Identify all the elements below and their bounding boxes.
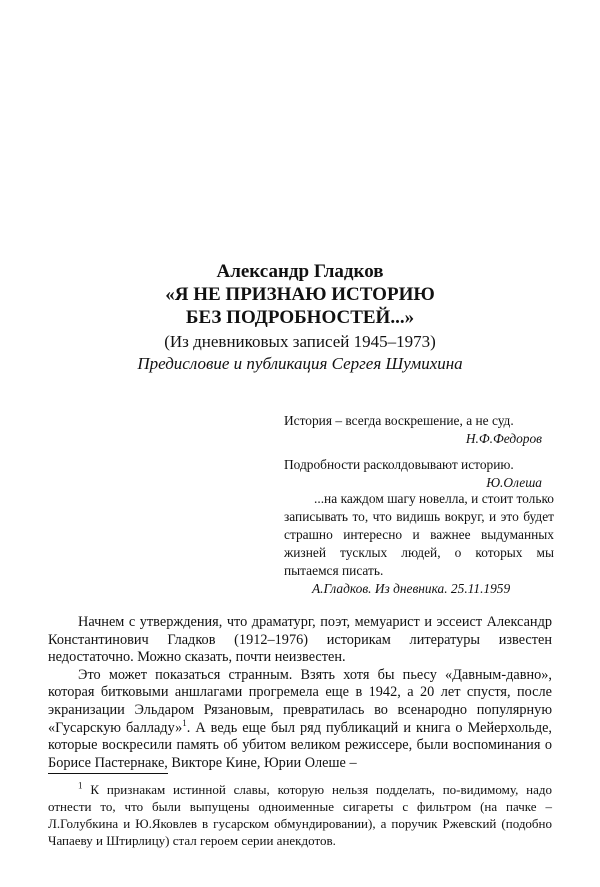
paragraph-2 bbox=[48, 667, 552, 773]
epigraph-text: История – всегда воскрешение, а не суд. bbox=[284, 413, 514, 428]
paragraph-1: Начнем с утверждения, что драматург, поэт, мемуарист и эссеист Александр Константинович Гладков (1912–1976) историкам литературы известен недостаточно. Можно сказать, почти неизвестен. bbox=[48, 614, 552, 666]
footnote-paragraph bbox=[48, 781, 552, 849]
epigraph-3 bbox=[284, 490, 554, 598]
paragraph-2-text: Это может показаться странным. Взять хотя бы пьесу «Давным-давно», которая битковыми аншлагами прогремела еще в 1942, а 20 лет спустя, после экранизации Эльдаром Рязановым, превратилась во всенародно популярную «Гусарскую балладу» bbox=[48, 666, 552, 736]
title-block bbox=[0, 260, 600, 375]
footnote-text: К признакам истинной славы, которую нельзя подделать, по-видимому, надо отнести то, что были выпущены одноименные сигареты с фильтром (на пачке – Л.Голубкина и Ю.Яковлев в гусарском обмундировании), а поручик Ржевский (подобно Чапаеву и Штирлицу) стал героем серии анекдотов. bbox=[48, 782, 552, 848]
subtitle: (Из дневниковых записей 1945–1973) bbox=[164, 332, 436, 351]
title-line-2: БЕЗ ПОДРОБНОСТЕЙ...» bbox=[185, 307, 415, 328]
epigraph-attribution: А.Гладков. Из дневника. 25.11.1959 bbox=[312, 581, 511, 596]
footnote bbox=[48, 781, 552, 849]
epigraph-attribution: Н.Ф.Федоров bbox=[465, 431, 542, 446]
preface-credit: Предисловие и публикация Сергея Шумихина bbox=[137, 354, 463, 373]
footnote-divider bbox=[48, 773, 168, 774]
body-text bbox=[48, 614, 552, 772]
footnote-marker: 1 bbox=[78, 780, 83, 791]
author-name: Александр Гладков bbox=[216, 261, 384, 282]
epigraph-text: Подробности расколдовывают историю. bbox=[284, 457, 514, 472]
epigraph-attribution: Ю.Олеша bbox=[486, 475, 542, 490]
title-line-1: «Я НЕ ПРИЗНАЮ ИСТОРИЮ bbox=[165, 284, 435, 305]
footnote-reference[interactable]: 1 bbox=[182, 717, 187, 728]
epigraph-text: ...на каждом шагу новелла, и стоит только записывать то, что видишь вокруг, и это будет страшно интересно и важнее выдуманных жизней тусклых людей, о которых мы пытаемся писать. bbox=[284, 491, 554, 578]
epigraph-1 bbox=[284, 412, 554, 448]
paragraph-2-continuation: . А ведь еще был ряд публикаций и книга о Мейерхольде, которые воскресили память об убитом великом режиссере, были воспоминания о Борисе Пастернаке, Викторе Кине, Юрии Олеше – bbox=[48, 719, 553, 771]
epigraph-2 bbox=[284, 456, 554, 492]
